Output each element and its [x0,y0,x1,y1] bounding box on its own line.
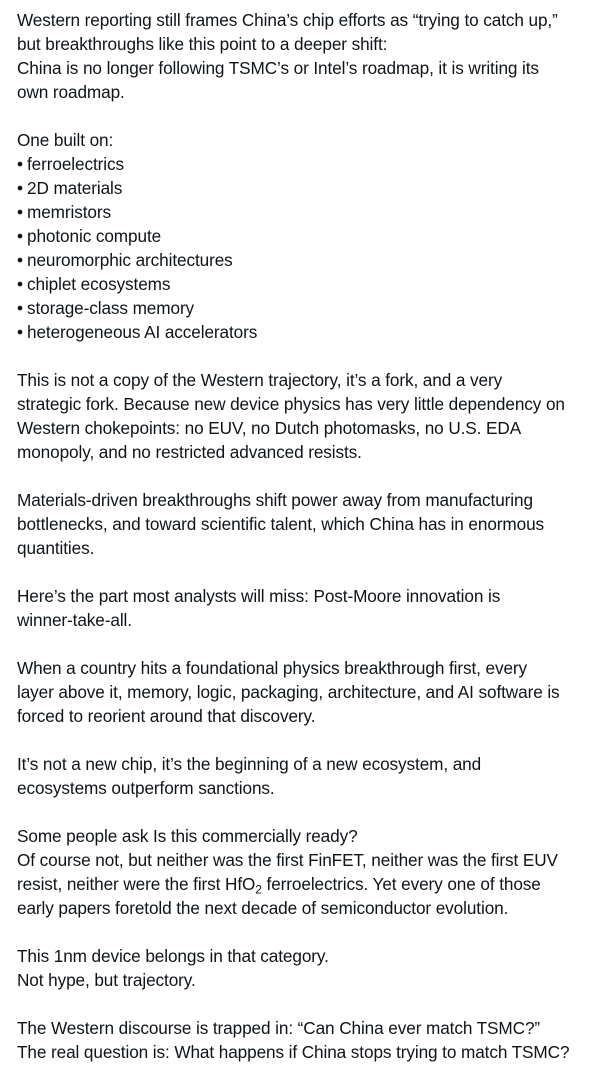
text-line: Western reporting still frames China’s chip efforts as “trying to catch up,” [17,10,558,30]
text-line: When a country hits a foundational physics breakthrough first, every [17,658,528,678]
list-item-label: ferroelectrics [27,154,124,174]
list-item-label: photonic compute [27,226,162,246]
text-line: Some people ask Is this commercially ready? [17,826,358,846]
list-item-label: neuromorphic architectures [27,250,233,270]
text-line: This is not a copy of the Western trajectory, it’s a fork, and a very [17,370,503,390]
text-line [17,872,588,896]
bullet-icon: • [17,178,23,198]
text-line: It’s not a new chip, it’s the beginning of a new ecosystem, and [17,754,482,774]
list-item [17,224,588,248]
subscript-two: 2 [255,882,262,897]
text-line: Of course not, but neither was the first FinFET, neither was the first EUV [17,850,558,870]
bullet-icon: • [17,298,23,318]
list-item [17,296,588,320]
text-line: winner-take-all. [17,610,132,630]
text-line: Not hype, but trajectory. [17,970,196,990]
list-item [17,272,588,296]
bullet-icon: • [17,202,23,222]
text-line: forced to reorient around that discovery. [17,706,316,726]
text-line: early papers foretold the next decade of semiconductor evolution. [17,898,509,918]
technology-list-section [17,128,588,344]
text-line: Materials-driven breakthroughs shift power away from manufacturing [17,490,533,510]
text-line: monopoly, and no restricted advanced resists. [17,442,362,462]
text-line: bottlenecks, and toward scientific talent, which China has in enormous [17,514,545,534]
bullet-icon: • [17,250,23,270]
text-line: Here’s the part most analysts will miss: Post-Moore innovation is [17,586,501,606]
list-item [17,320,588,344]
list-item-label: heterogeneous AI accelerators [27,322,258,342]
paragraph-fork [17,368,588,464]
list-item [17,248,588,272]
list-item [17,176,588,200]
bullet-icon: • [17,322,23,342]
paragraph-country [17,656,588,728]
text-fragment: resist, neither were the first HfO [17,874,256,894]
text-line: This 1nm device belongs in that category. [17,946,329,966]
list-item [17,200,588,224]
paragraph-analysts [17,584,588,632]
list-item-label: storage-class memory [27,298,195,318]
text-line: quantities. [17,538,95,558]
list-intro: One built on: [17,130,114,150]
text-line: Western chokepoints: no EUV, no Dutch photomasks, no U.S. EDA [17,418,522,438]
bullet-icon: • [17,154,23,174]
text-line: The Western discourse is trapped in: “Can China ever match TSMC?” [17,1018,541,1038]
paragraph-commercial [17,824,588,920]
list-item-label: memristors [27,202,111,222]
list-item-label: chiplet ecosystems [27,274,171,294]
technology-list [17,152,588,344]
list-item-label: 2D materials [27,178,123,198]
bullet-icon: • [17,274,23,294]
text-line: layer above it, memory, logic, packaging, architecture, and AI software is [17,682,560,702]
text-line: own roadmap. [17,82,125,102]
text-line: ecosystems outperform sanctions. [17,778,275,798]
paragraph-intro [17,8,588,104]
paragraph-ecosystem [17,752,588,800]
text-fragment: ferroelectrics. Yet every one of those [261,874,541,894]
text-line: strategic fork. Because new device physics has very little dependency on [17,394,565,414]
paragraph-materials [17,488,588,560]
text-line: The real question is: What happens if China stops trying to match TSMC? [17,1042,570,1062]
text-line: China is no longer following TSMC’s or Intel’s roadmap, it is writing its [17,58,539,78]
paragraph-closing [17,1016,588,1064]
text-line: but breakthroughs like this point to a deeper shift: [17,34,388,54]
paragraph-category [17,944,588,992]
list-item [17,152,588,176]
bullet-icon: • [17,226,23,246]
